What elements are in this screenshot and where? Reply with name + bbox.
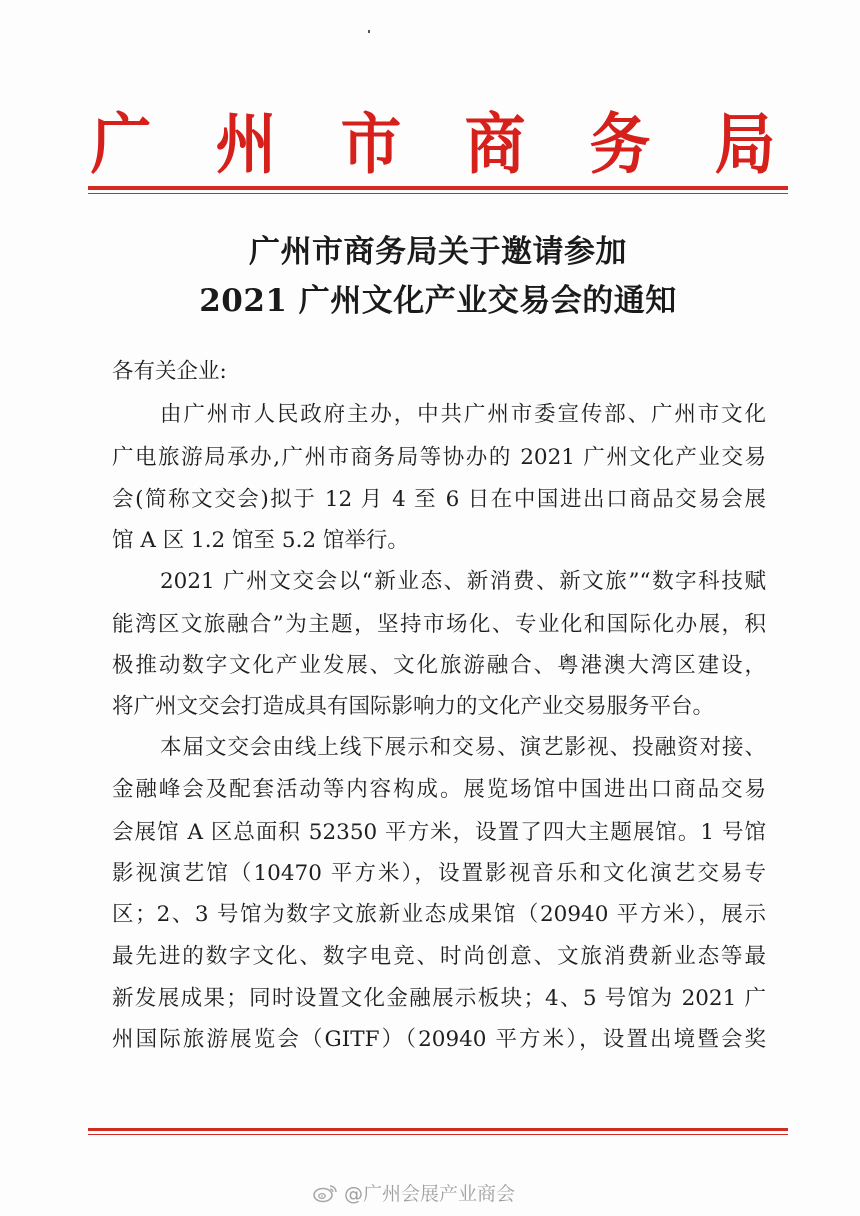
document-title-line-2: 2021 广州文化产业交易会的通知 xyxy=(199,283,677,319)
body-line: 由广州市人民政府主办，中共广州市委宣传部、广州市文化 xyxy=(160,402,766,427)
document-title-line-1: 广州市商务局关于邀请参加 xyxy=(249,234,627,270)
scan-mark xyxy=(368,30,370,33)
letterhead-char: 市 xyxy=(340,105,401,183)
footer-divider-thick xyxy=(88,1128,788,1131)
letterhead-divider-thick xyxy=(88,186,788,190)
letterhead-char: 务 xyxy=(589,105,651,183)
body-line: 金融峰会及配套活动等内容构成。展览场馆中国进出口商品交易 xyxy=(112,777,766,802)
weibo-icon xyxy=(312,1183,338,1203)
letterhead-divider-thin xyxy=(88,193,788,194)
footer-divider-thin xyxy=(88,1134,788,1135)
letterhead-char: 局 xyxy=(714,105,776,183)
body-line: 2021 广州文交会以“新业态、新消费、新文旅”“数字科技赋 xyxy=(160,569,766,594)
body-line: 最先进的数字文化、数字电竞、时尚创意、文旅消费新业态等最 xyxy=(112,944,766,969)
watermark xyxy=(312,1179,515,1206)
letterhead-char: 商 xyxy=(465,105,526,183)
salutation: 各有关企业: xyxy=(112,359,227,384)
letterhead-char: 广 xyxy=(90,105,152,183)
body-line: 将广州文交会打造成具有国际影响力的文化产业交易服务平台。 xyxy=(112,694,715,719)
body-line: 广电旅游局承办,广州市商务局等协办的 2021 广州文化产业交易 xyxy=(112,445,766,470)
body-line: 馆 A 区 1.2 馆至 5.2 馆举行。 xyxy=(112,528,409,553)
body-line: 影视演艺馆（10470 平方米），设置影视音乐和文化演艺交易专 xyxy=(112,861,766,886)
body-line: 会(简称文交会)拟于 12 月 4 至 6 日在中国进出口商品交易会展 xyxy=(112,487,766,512)
letterhead-char: 州 xyxy=(215,105,277,183)
body-line: 新发展成果；同时设置文化金融展示板块；4、5 号馆为 2021 广 xyxy=(112,986,766,1011)
letterhead xyxy=(88,104,778,184)
body-line: 会展馆 A 区总面积 52350 平方米，设置了四大主题展馆。1 号馆 xyxy=(112,820,766,845)
body-line: 州国际旅游展览会（GITF）（20940 平方米），设置出境暨会奖 xyxy=(112,1027,766,1052)
body-line: 极推动数字文化产业发展、文化旅游融合、粤港澳大湾区建设， xyxy=(112,653,766,678)
body-line: 本届文交会由线上线下展示和交易、演艺影视、投融资对接、 xyxy=(160,735,766,760)
body-line: 区；2、3 号馆为数字文旅新业态成果馆（20940 平方米），展示 xyxy=(112,902,766,927)
body-line: 能湾区文旅融合”为主题，坚持市场化、专业化和国际化办展，积 xyxy=(112,612,766,637)
watermark-text: @广州会展产业商会 xyxy=(344,1183,516,1205)
